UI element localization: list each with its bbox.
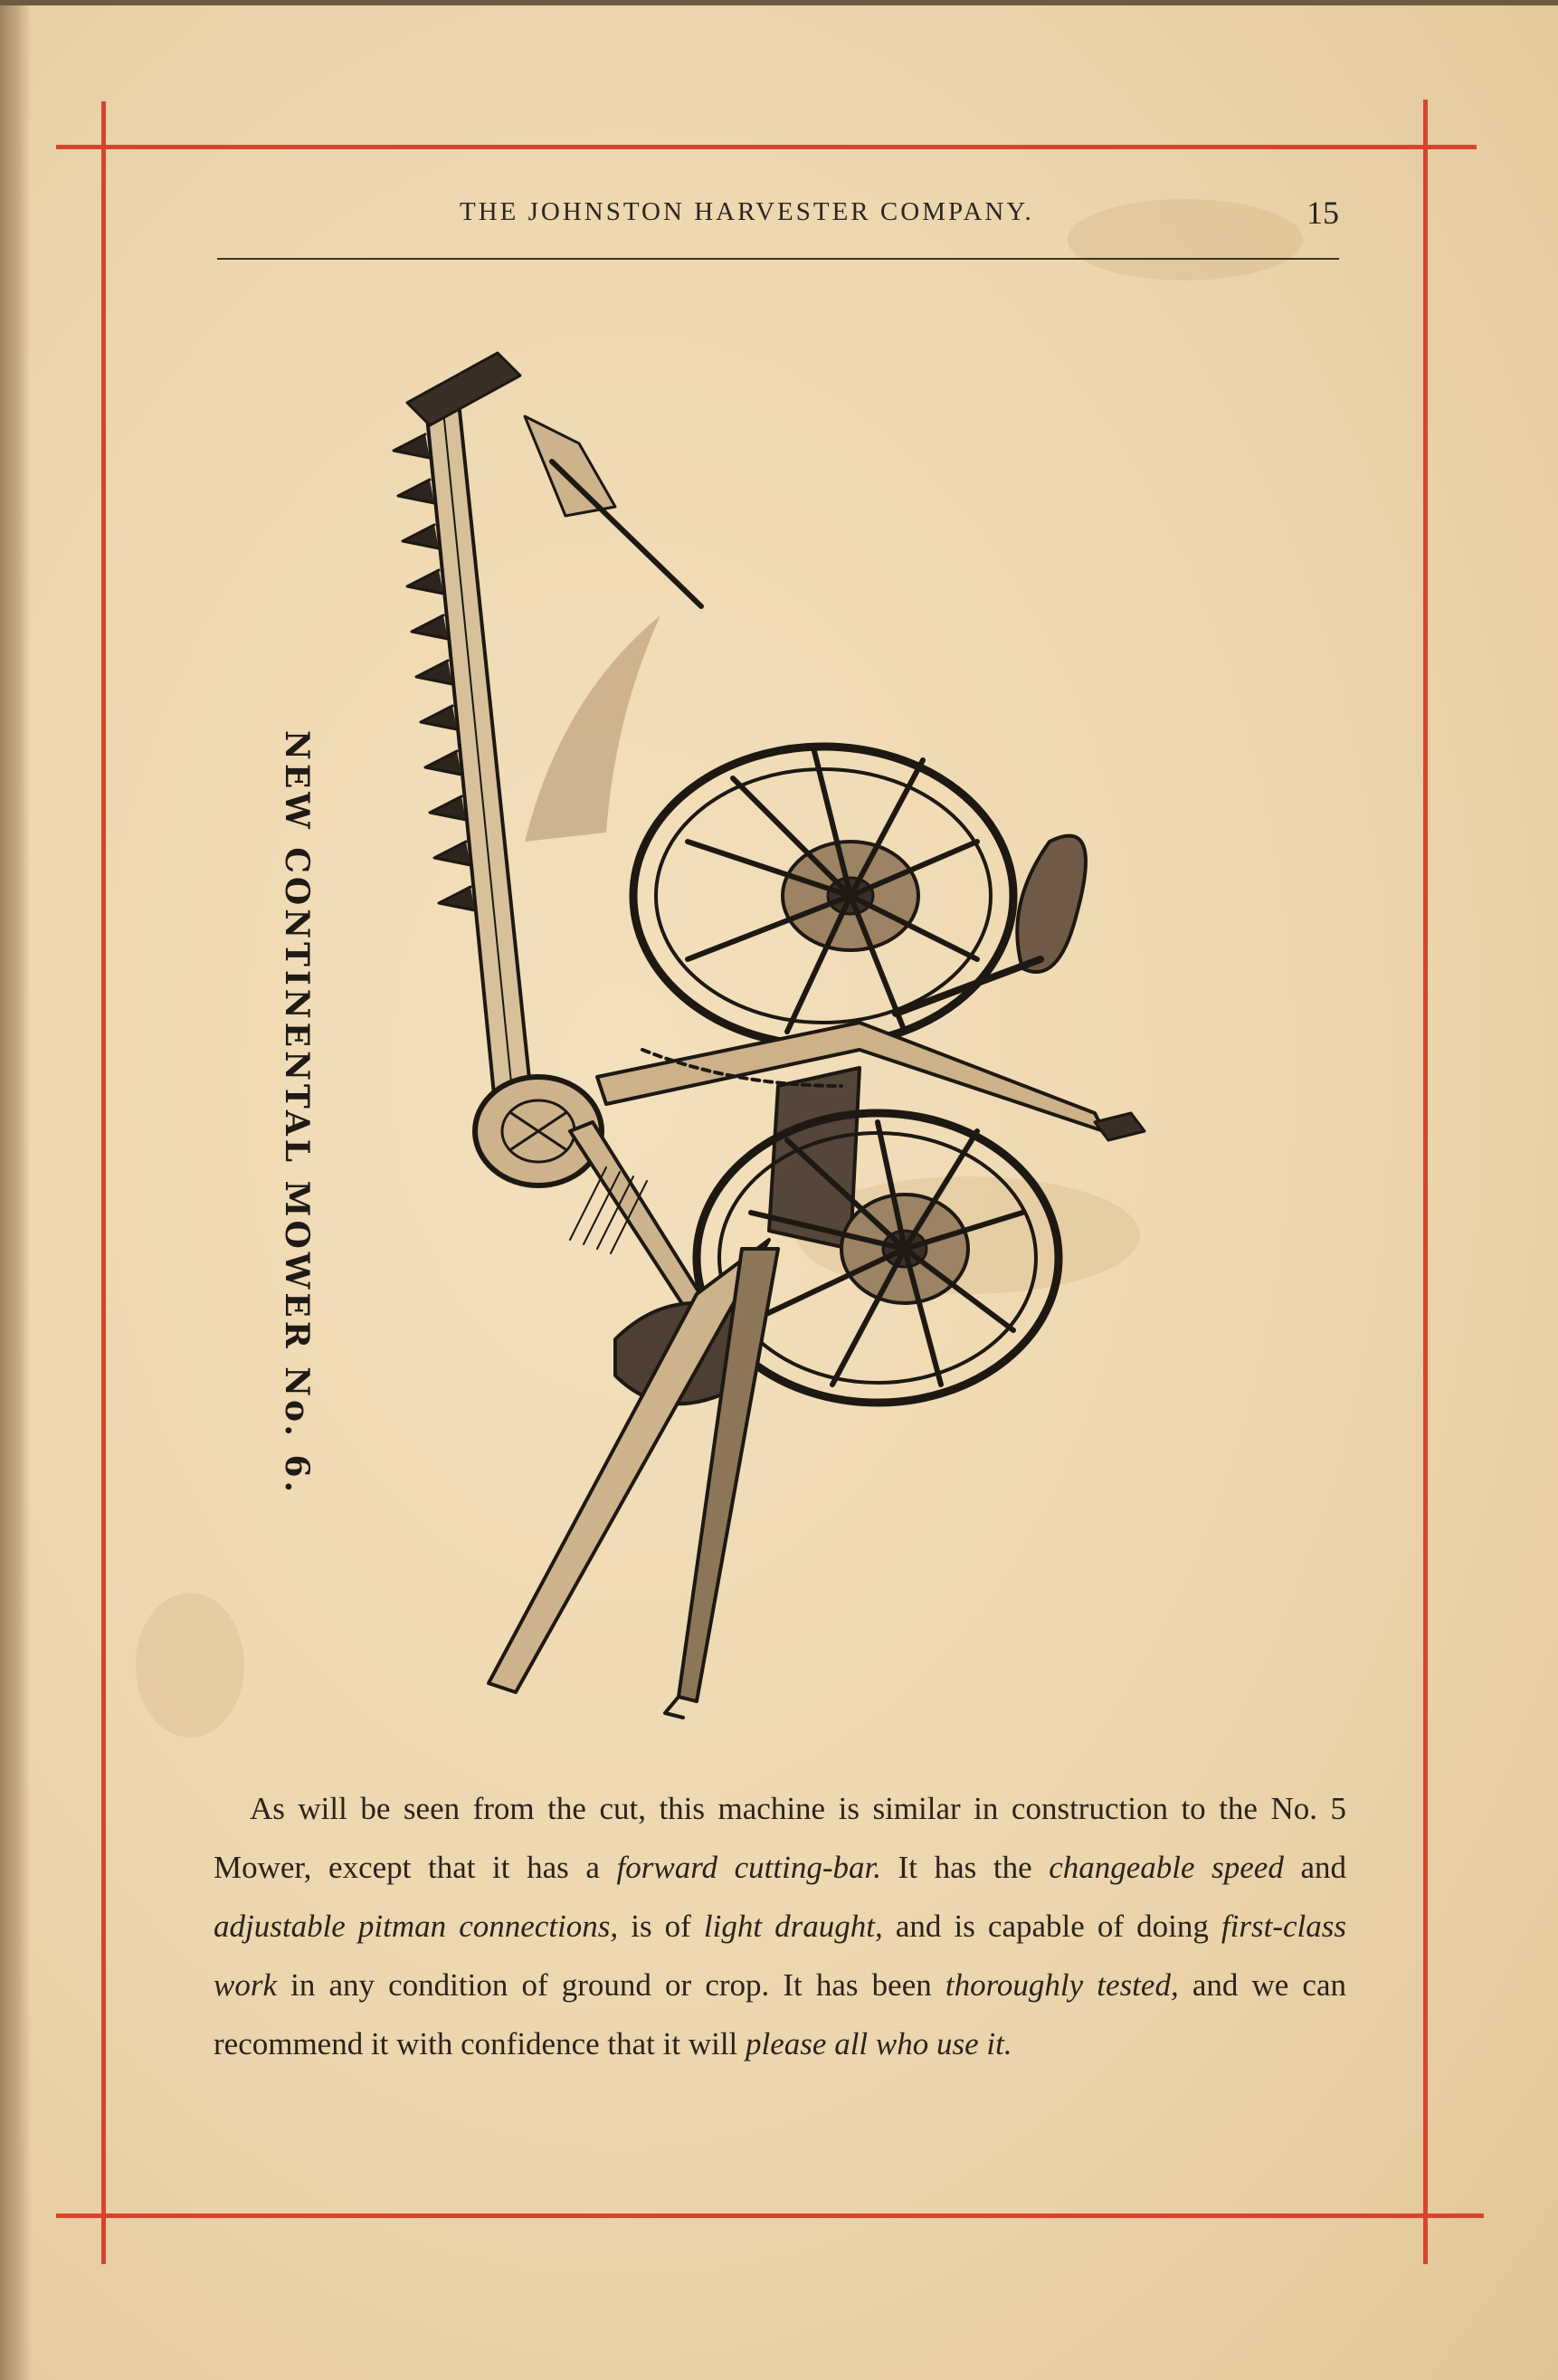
emphasis-changeable-speed: changeable speed	[1049, 1850, 1284, 1885]
text-run: and is capable of doing	[882, 1909, 1221, 1944]
emphasis-pitman-connections: adjustable pitman connections,	[214, 1909, 619, 1944]
page-number: 15	[1306, 195, 1339, 231]
emphasis-first-class-work: first-class work	[214, 1909, 1346, 2003]
header-rule	[217, 258, 1339, 260]
paragraph	[214, 1779, 1346, 2073]
text-run: and we can recommend it with confidence that it will	[214, 1967, 1346, 2061]
running-title: THE JOHNSTON HARVESTER COMPANY.	[460, 197, 1034, 226]
emphasis-thoroughly-tested: thoroughly tested,	[945, 1967, 1179, 2003]
emphasis-please-all: please all who use it.	[746, 2026, 1012, 2061]
paper-stain	[136, 1593, 244, 1737]
text-run: It has the	[881, 1850, 1050, 1885]
border-rule-right	[1423, 100, 1428, 2264]
border-rule-bottom	[56, 2213, 1484, 2218]
cutting-bar	[389, 353, 534, 1421]
book-gutter-shadow	[0, 0, 31, 2380]
emphasis-light-draught: light draught,	[703, 1909, 883, 1944]
border-rule-top	[56, 145, 1477, 149]
page-header	[217, 197, 1339, 243]
text-run: As will be seen from the cut, this machine is similar in construction to the No. 5 Mower, except that it has a	[214, 1791, 1346, 1885]
emphasis-forward-cutting-bar: forward cutting-bar.	[616, 1850, 881, 1885]
text-run: is of	[618, 1909, 704, 1944]
text-run: and	[1283, 1850, 1346, 1885]
figure-caption: NEW CONTINENTAL MOWER No. 6.	[278, 729, 316, 1497]
rear-wheel	[633, 747, 1013, 1045]
mower-illustration	[389, 335, 1267, 1719]
border-rule-left	[101, 101, 106, 2264]
body-paragraph	[214, 1779, 1346, 2073]
text-run: in any condition of ground or crop. It has been	[277, 1967, 945, 2003]
page-top-edge	[0, 0, 1558, 5]
